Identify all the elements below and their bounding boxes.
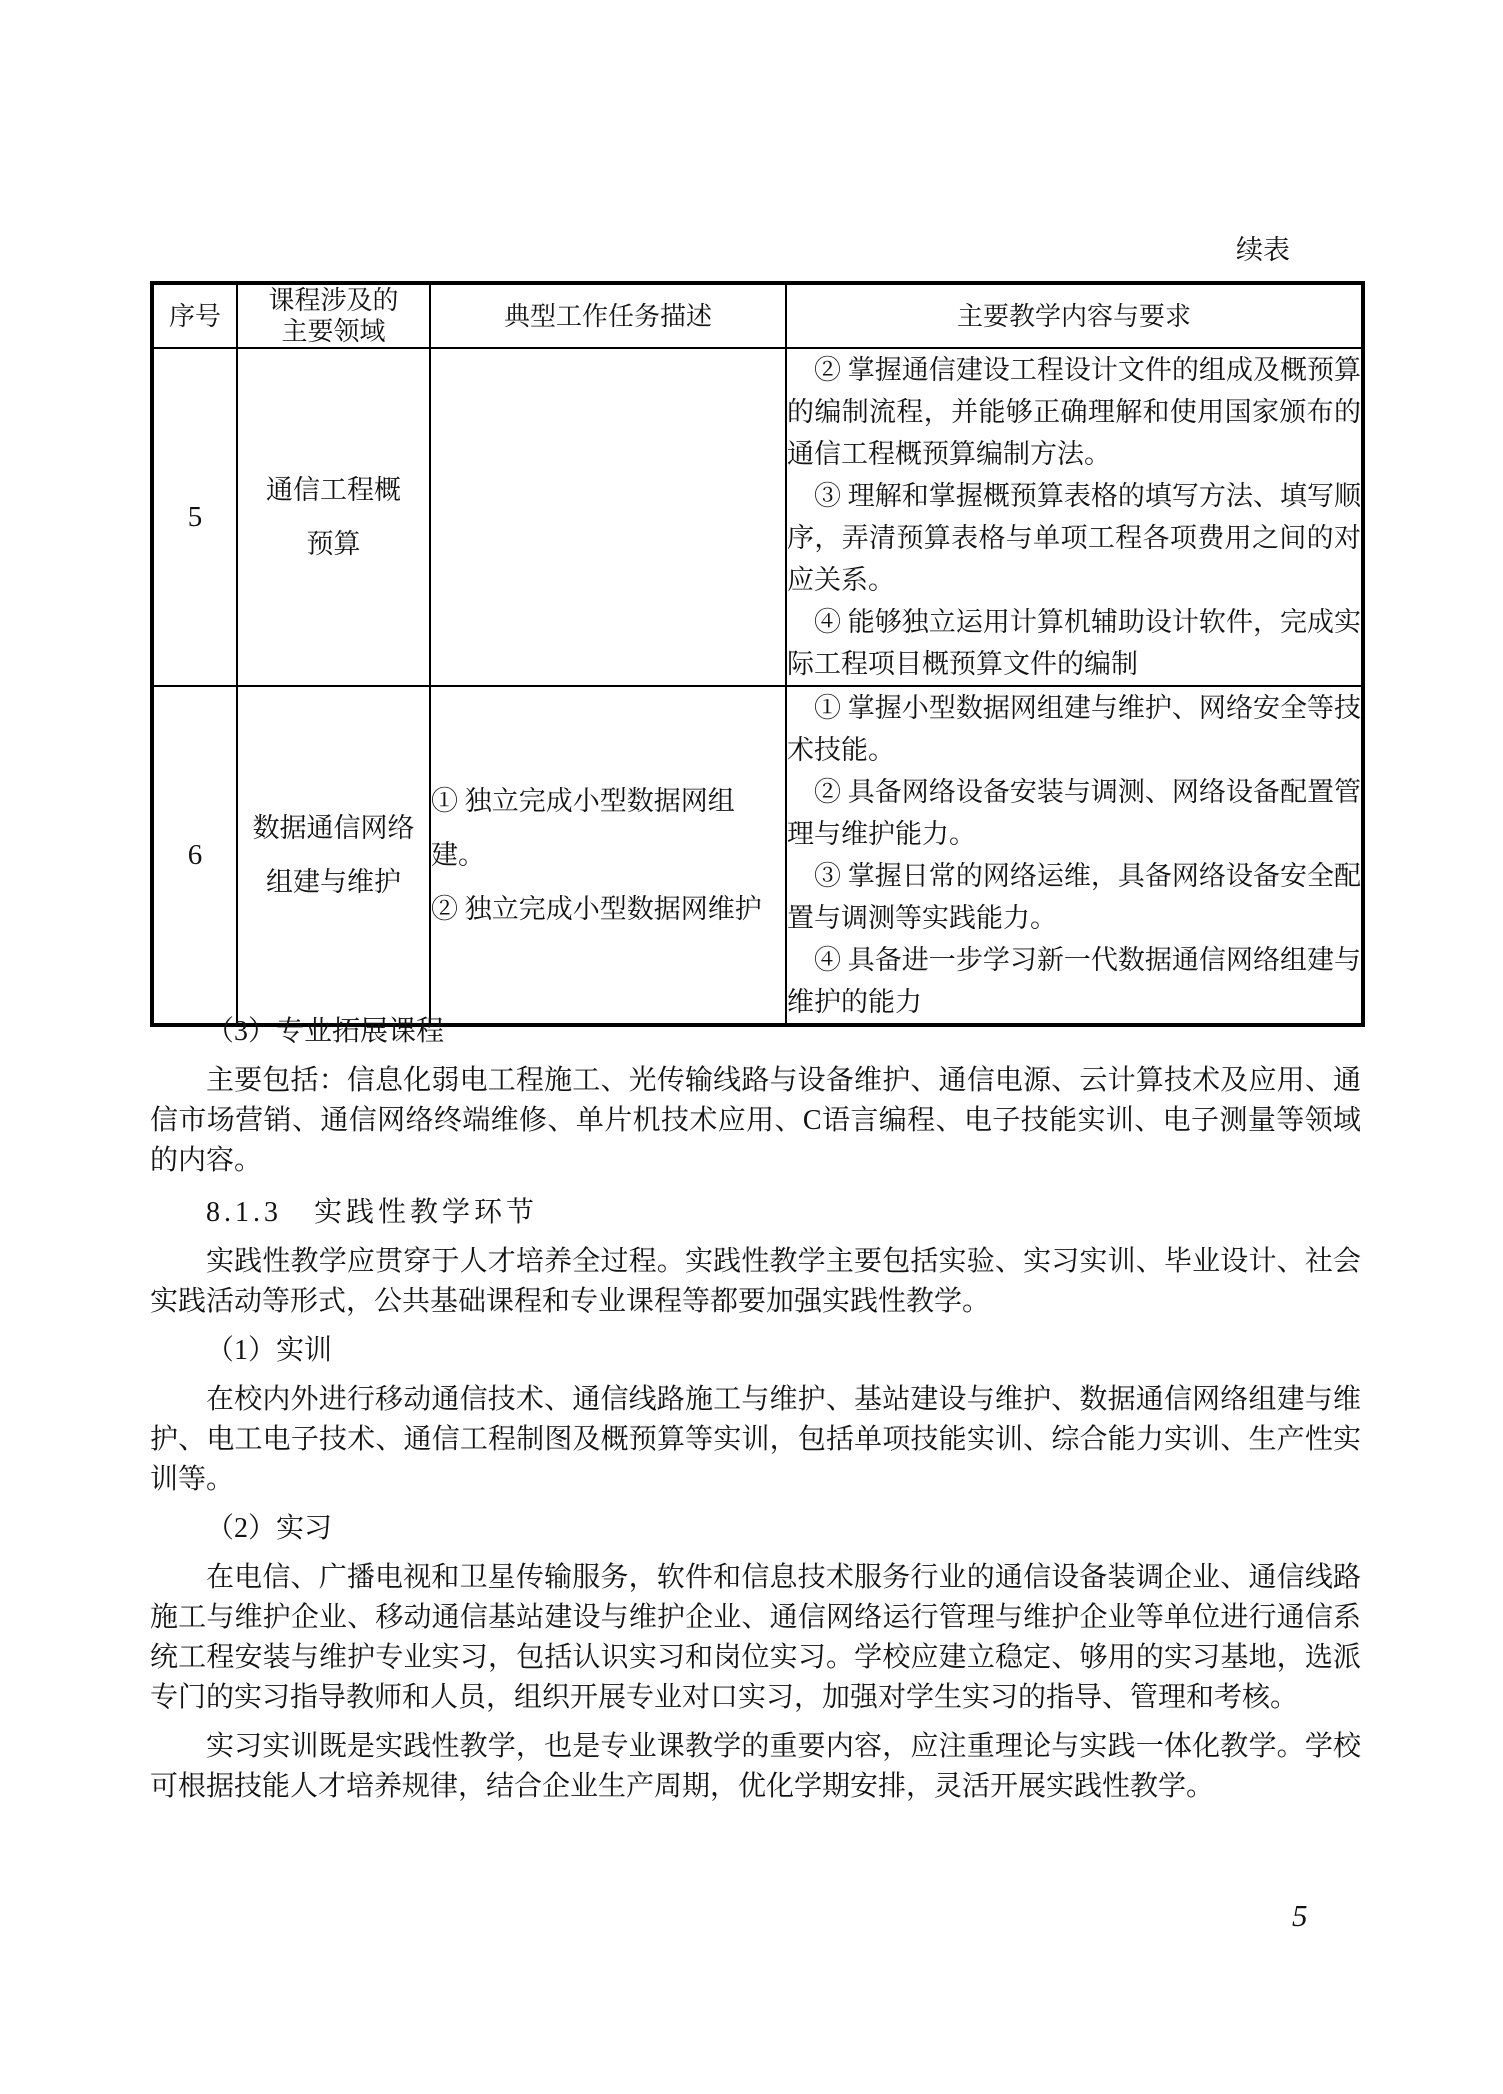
cell-row5-no: 5 <box>152 348 237 686</box>
subheading-shixi: （2）实习 <box>206 1513 333 1544</box>
cell-row6-domain-line2: 组建与维护 <box>266 867 401 897</box>
content-item: ④ 能够独立运用计算机辅助设计软件，完成实际工程项目概预算文件的编制 <box>787 607 1361 679</box>
page-number: 5 <box>1292 1898 1308 1933</box>
table-continued-label: 续表 <box>1236 235 1290 265</box>
paragraph-expanded-courses: 主要包括：信息化弱电工程施工、光传输线路与设备维护、通信电源、云计算技术及应用、通信市场营销、通信网络终端维修、单片机技术应用、C语言编程、电子技能实训、电子测量等领域的内容。 <box>150 1065 1361 1176</box>
course-table <box>150 281 1365 1027</box>
cell-row5-domain <box>237 348 430 686</box>
cell-row5-domain-line2: 预算 <box>306 529 361 559</box>
content-item: ③ 掌握日常的网络运维，具备网络设备安全配置与调测等实践能力。 <box>787 861 1361 933</box>
heading-8-1-3: 8.1.3 实践性教学环节 <box>206 1197 539 1228</box>
cell-row5-domain-line1: 通信工程概 <box>266 475 401 505</box>
subheading-shixun: （1）实训 <box>206 1335 333 1366</box>
paragraph-practice-intro: 实践性教学应贯穿于人才培养全过程。实践性教学主要包括实验、实习实训、毕业设计、社会实践活动等形式，公共基础课程和专业课程等都要加强实践性教学。 <box>150 1246 1361 1317</box>
paragraph-shixi: 在电信、广播电视和卫星传输服务，软件和信息技术服务行业的通信设备装调企业、通信线路施工与维护企业、移动通信基站建设与维护企业、通信网络运行管理与维护企业等单位进行通信系统工程安装与维护专业实习，包括认识实习和岗位实习。学校应建立稳定、够用的实习基地，选派专门的实习指导教师和人员，组织开展专业对口实习，加强对学生实习的指导、管理和考核。 <box>150 1562 1361 1713</box>
cell-row5-content <box>786 348 1363 686</box>
cell-row6-domain <box>237 686 430 1025</box>
col-header-task: 典型工作任务描述 <box>430 283 786 348</box>
paragraph-shixun: 在校内外进行移动通信技术、通信线路施工与维护、基站建设与维护、数据通信网络组建与维护、电工电子技术、通信工程制图及概预算等实训，包括单项技能实训、综合能力实训、生产性实训等。 <box>150 1384 1361 1495</box>
paragraph-shixi-2: 实习实训既是实践性教学，也是专业课教学的重要内容，应注重理论与实践一体化教学。学校可根据技能人才培养规律，结合企业生产周期，优化学期安排，灵活开展实践性教学。 <box>150 1731 1361 1802</box>
content-item: ③ 理解和掌握概预算表格的填写方法、填写顺序，弄清预算表格与单项工程各项费用之间的对应关系。 <box>787 481 1361 595</box>
task-item: ① 独立完成小型数据网组建。 <box>431 786 735 870</box>
content-item: ④ 具备进一步学习新一代数据通信网络组建与维护的能力 <box>787 945 1361 1017</box>
content-item: ② 具备网络设备安装与调测、网络设备配置管理与维护能力。 <box>787 777 1361 849</box>
body-text <box>150 1012 1361 1807</box>
table-row-6 <box>152 686 1363 1025</box>
subheading-expanded-courses: （3）专业拓展课程 <box>206 1016 445 1047</box>
cell-row6-content <box>786 686 1363 1025</box>
task-item: ② 独立完成小型数据网维护 <box>431 894 762 924</box>
cell-row6-no: 6 <box>152 686 237 1025</box>
content-item: ② 掌握通信建设工程设计文件的组成及概预算的编制流程，并能够正确理解和使用国家颁布的通信工程概预算编制方法。 <box>787 355 1361 469</box>
table-header-row <box>152 283 1363 348</box>
cell-row5-task <box>430 348 786 686</box>
col-header-content: 主要教学内容与要求 <box>786 283 1363 348</box>
cell-row6-task <box>430 686 786 1025</box>
cell-row6-domain-line1: 数据通信网络 <box>252 813 415 843</box>
content-item: ① 掌握小型数据网组建与维护、网络安全等技术技能。 <box>787 693 1361 765</box>
col-header-domain-line2: 主要领域 <box>281 317 386 346</box>
table-row-5 <box>152 348 1363 686</box>
col-header-domain <box>237 283 430 348</box>
col-header-domain-line1: 课程涉及的 <box>268 286 399 315</box>
col-header-no: 序号 <box>152 283 237 348</box>
